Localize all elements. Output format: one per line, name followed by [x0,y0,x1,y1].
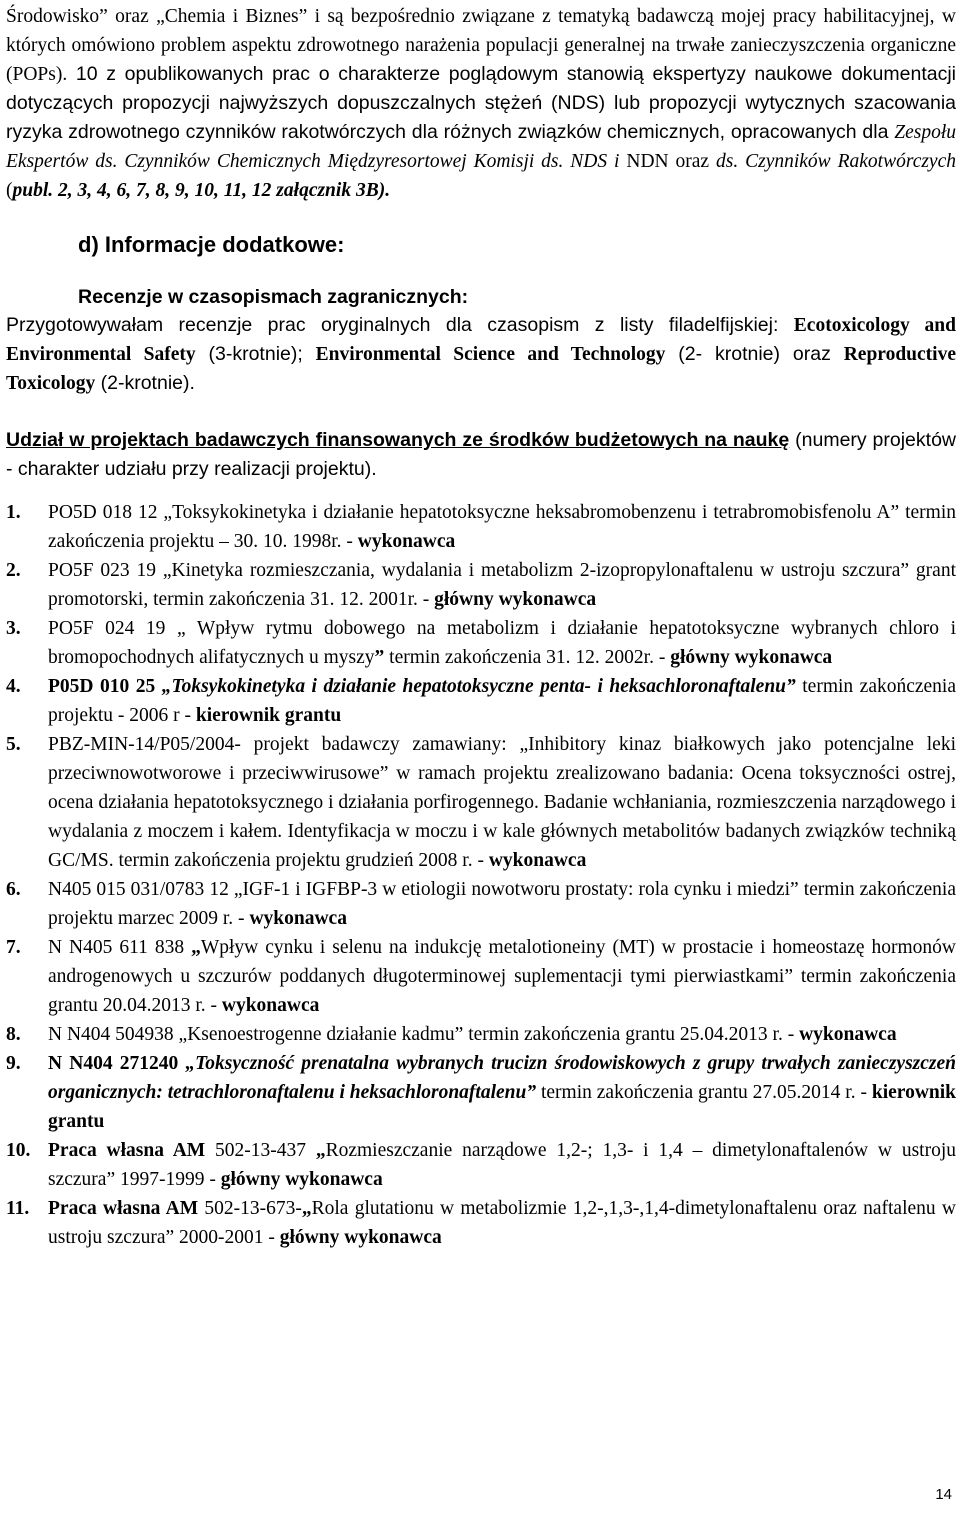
intro-text-7: publ. 2, 3, 4, 6, 7, 8, 9, 10, 11, 12 załącznik 3B). [12,180,391,201]
intro-paragraph [6,2,956,205]
project-text-part: kierownik grantu [48,1082,957,1132]
project-text-part: „ [315,1140,326,1161]
journal-1-count: (3-krotnie); [195,343,316,365]
project-item [6,614,956,672]
projects-list [6,498,956,1252]
project-item [6,875,956,933]
project-text-part: kierownik grantu [195,705,342,726]
intro-text-3: Zespołu Ekspertów ds. Czynników Chemicznych Międzyresortowej Komisji ds. NDS i [6,122,956,172]
project-text [48,614,956,672]
project-text-part: Praca własna AM [48,1140,206,1161]
project-number: 5. [6,734,21,755]
project-item [6,1194,956,1252]
project-number: 7. [6,937,21,958]
project-text-part: wykonawca [799,1024,897,1045]
project-text-part: 502-13-437 [205,1140,316,1161]
project-text-part: Rola glutationu w metabolizmie 1,2-,1,3-,1,4-dimetylonaftalenu oraz naftalenu w ustroju szczura” 2000-2001 - [48,1198,956,1248]
journal-1: Ecotoxicology and Environmental Safety [6,315,956,365]
projects-heading-bold: Udział w projektach badawczych finansowanych ze środków budżetowych na naukę [6,429,790,451]
project-number: 1. [6,502,21,523]
project-text-part: wykonawca [221,995,320,1016]
page-number: 14 [935,1486,952,1503]
reviews-line1: Przygotowywałam recenzje prac oryginalnych dla czasopism z listy filadelfijskiej: [6,314,794,336]
reviews-paragraph [6,311,956,398]
intro-text-1: Środowisko” oraz „Chemia i Biznes” i są bezpośrednio związane z tematyką badawczą mojej pracy habilitacyjnej, w których omówiono problem aspektu zdrowotnego narażenia populacji generalnej na trwałe zanieczyszczenia organiczne (POPs). [6,6,956,85]
project-text-part: Praca własna AM [48,1198,199,1219]
project-text [48,1049,956,1136]
project-item [6,1049,956,1136]
project-text-part: wykonawca [357,531,456,552]
project-text-part: N N405 611 838 [48,937,192,958]
journal-2: Environmental Science and Technology [315,344,666,365]
project-text [48,1136,956,1194]
projects-heading-rest: (numery projektów - charakter udziału przy realizacji projektu). [6,429,956,480]
project-item [6,730,956,875]
project-text-part: PO5F 023 19 „Kinetyka rozmieszczania, wydalania i metabolizm 2-izopropylonaftalenu w ustroju szczura” grant promotorski, termin zakończenia 31. 12. 2001r. - [48,560,956,610]
project-number: 4. [6,676,21,697]
project-text-part: „ [191,937,201,958]
project-item [6,498,956,556]
project-text [48,672,956,730]
project-number: 8. [6,1024,21,1045]
project-text [48,1194,956,1252]
document-page [6,0,956,1252]
journal-3-count: (2-krotnie). [95,372,195,394]
project-text-part: 502-13-673- [198,1198,302,1219]
project-text-part: główny wykonawca [220,1169,383,1190]
project-text-part: Wpływ cynku i selenu na indukcję metalotioneiny (MT) w prostacie i homeostazę hormonów androgenowych u szczurów poddanych długoterminowej suplementacji tymi pierwiastkami” termin zakończenia grantu 20.04.2013 r. - [48,937,956,1016]
project-item [6,556,956,614]
intro-text-6: ( [6,180,13,201]
project-number: 2. [6,560,21,581]
project-text-part: termin zakończenia grantu 27.05.2014 r. - [536,1082,872,1103]
project-text [48,498,956,556]
project-text [48,933,956,1020]
project-text-part: P05D 010 25 [48,676,162,697]
project-text-part: główny wykonawca [670,647,833,668]
project-text-part: „ [301,1198,312,1219]
project-text-part: „Toksyczność prenatalna wybranych trucizn środowiskowych z grupy trwałych zanieczyszczeń organicznych: tetrachloronaftalenu i heksachloronaftalenu” [48,1053,957,1103]
project-item [6,1020,956,1049]
project-text-part: termin zakończenia 31. 12. 2002r. - [384,647,671,668]
project-text-part: Rozmieszczanie narządowe 1,2-; 1,3- i 1,4 – dimetylonaftalenów w ustroju szczura” 1997-1999 - [48,1140,956,1190]
project-text-part: N405 015 031/0783 12 „IGF-1 i IGFBP-3 w etiologii nowotworu prostaty: rola cynku i miedzi” termin zakończenia projektu marzec 2009 r. - [48,879,956,929]
intro-text-4: NDN oraz [619,151,716,172]
intro-text-5: ds. Czynników Rakotwórczych [715,151,956,172]
project-number: 11. [6,1198,30,1219]
project-number: 9. [6,1053,21,1074]
projects-heading [6,426,956,484]
project-text [48,730,956,875]
project-text-part: N N404 504938 „Ksenoestrogenne działanie kadmu” termin zakończenia grantu 25.04.2013 r. - [48,1024,800,1045]
project-text-part: wykonawca [249,908,347,929]
project-text-part: wykonawca [488,850,587,871]
project-text-part: termin zakończenia projektu - 2006 r - [48,676,957,726]
project-item [6,1136,956,1194]
project-text-part: PO5F 024 19 „ Wpływ rytmu dobowego na metabolizm i działanie hepatotoksyczne wybranych chloro i bromopochodnych alifatycznych u myszy [48,618,956,668]
intro-text-2: 10 z opublikowanych prac o charakterze poglądowym stanowią ekspertyzy naukowe dokumentacji dotyczących propozycji najwyższych dopuszczalnych stężeń (NDS) lub propozycji wytycznych szacowania ryzyka zdrowotnego czynników rakotwórczych dla różnych związków chemicznych, opracowanych dla [6,63,956,143]
project-number: 6. [6,879,21,900]
journal-3: Reproductive Toxicology [6,344,956,394]
project-text-part: „Toksykokinetyka i działanie hepatotoksyczne penta- i heksachloronaftalenu” [161,676,796,697]
project-text-part: PBZ-MIN-14/P05/2004- projekt badawczy zamawiany: „Inhibitory kinaz białkowych jako potencjalne leki przeciwnowotworowe i przeciwwirusowe” w ramach projektu zrealizowano badania: Ocena toksyczności ostrej, ocena działania hepatotoksycznego i działania porfirogennego. Badanie wchłaniania, rozmieszczenia narządowego i wydalania z moczem i kałem. Identyfikacja w moczu i w kale głównych metabolitów badanych związków techniką GC/MS. termin zakończenia projektu grudzień 2008 r. - [48,734,956,871]
project-text-part: PO5D 018 12 „Toksykokinetyka i działanie hepatotoksyczne heksabromobenzenu i tetrabromobisfenolu A” termin zakończenia projektu – 30. 10. 1998r. - [48,502,956,552]
project-number: 3. [6,618,21,639]
project-text [48,875,956,933]
project-text [48,1020,956,1049]
project-text [48,556,956,614]
project-text-part: główny wykonawca [434,589,597,610]
reviews-heading: Recenzje w czasopismach zagranicznych: [78,286,469,308]
project-text-part: ” [374,647,385,668]
project-text-part: główny wykonawca [279,1227,442,1248]
project-item [6,672,956,730]
project-item [6,933,956,1020]
journal-2-count: (2- krotnie) oraz [665,343,844,365]
project-number: 10. [6,1140,31,1161]
project-text-part: N N404 271240 [48,1053,186,1074]
section-heading: d) Informacje dodatkowe: [78,232,345,257]
